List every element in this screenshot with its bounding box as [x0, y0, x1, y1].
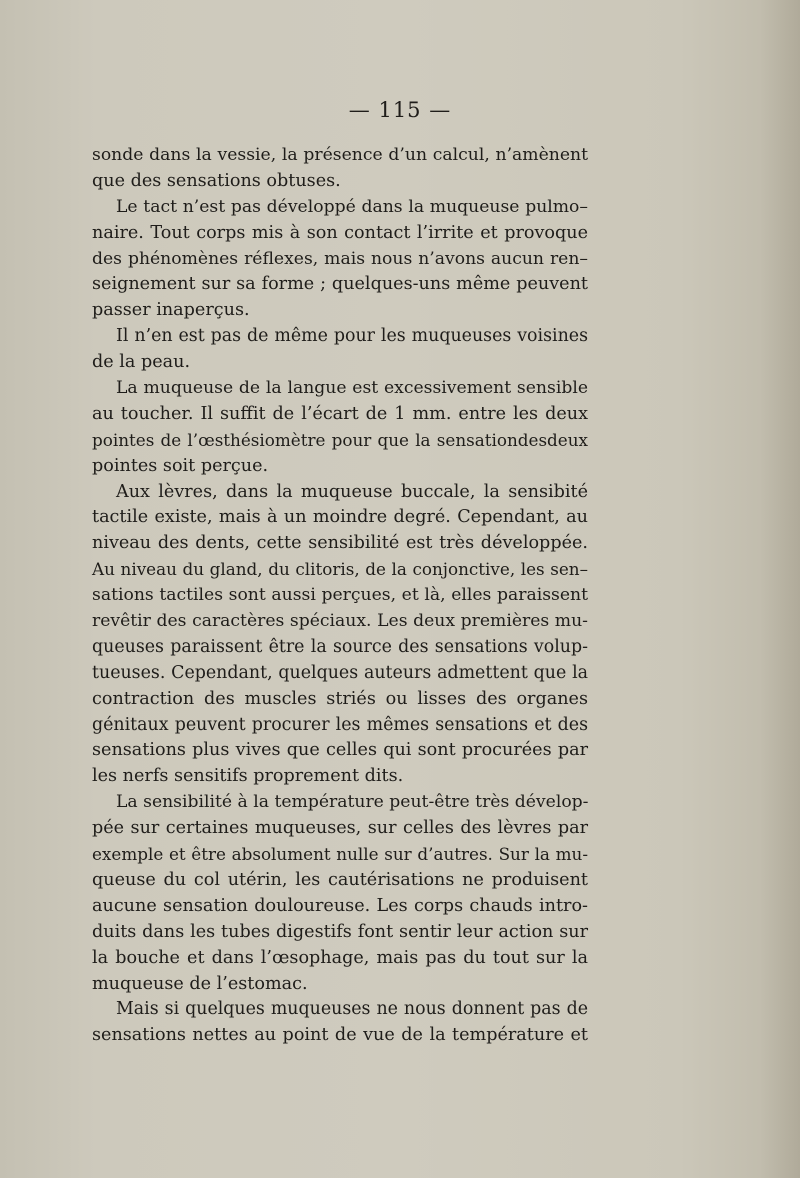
text-line: sensations plus vives que celles qui sont procurées par [92, 740, 588, 761]
text-line: Mais si quelques muqueuses ne nous donnent pas de [116, 999, 588, 1020]
page-number: — 115 — [348, 98, 452, 122]
text-line: la bouche et dans l’œsophage, mais pas du tout sur la [92, 947, 588, 968]
text-line: duits dans les tubes digestifs font sentir leur action sur [92, 921, 588, 942]
text-line: les nerfs sensitifs proprement dits. [92, 766, 404, 787]
text-line: tactile existe, mais à un moindre degré. Cependant, au [92, 507, 588, 528]
text-line: pée sur certaines muqueuses, sur celles des lèvres par [92, 818, 588, 839]
text-line: muqueuse de l’estomac. [92, 973, 308, 994]
text-line: sations tactiles sont aussi perçues, et là, elles paraissent [92, 585, 588, 606]
body-text [92, 143, 588, 1049]
text-line: Le tact n’est pas développé dans la muqueuse pulmo– [116, 196, 588, 217]
text-line: queuse du col utérin, les cautérisations ne produisent [92, 869, 588, 890]
text-line: contraction des muscles striés ou lisses des organes [92, 688, 588, 709]
text-line: exemple et être absolument nulle sur d’autres. Sur la mu- [92, 844, 588, 865]
text-line: naire. Tout corps mis à son contact l’irrite et provoque [92, 222, 588, 243]
text-line: aucune sensation douloureuse. Les corps chauds intro- [92, 895, 588, 916]
text-line: pointes de l’œsthésiomètre pour que la sensationdesdeux [92, 429, 588, 450]
text-line: La muqueuse de la langue est excessivement sensible [116, 378, 588, 399]
text-line: Aux lèvres, dans la muqueuse buccale, la sensibité [116, 481, 588, 502]
text-line: Il n’en est pas de même pour les muqueuses voisines [116, 326, 588, 347]
text-line: des phénomènes réflexes, mais nous n’avons aucun ren– [92, 248, 588, 269]
text-line: niveau des dents, cette sensibilité est très développée. [92, 533, 588, 554]
text-line: sensations nettes au point de vue de la température et [92, 1025, 588, 1046]
text-line: queuses paraissent être la source des sensations volup- [92, 636, 588, 657]
text-line: sonde dans la vessie, la présence d’un calcul, n’amènent [92, 145, 588, 165]
text-line: pointes soit perçue. [92, 455, 269, 476]
text-line: génitaux peuvent procurer les mêmes sensations et des [92, 714, 588, 735]
text-line: que des sensations obtuses. [92, 170, 341, 191]
text-line: revêtir des caractères spéciaux. Les deux premières mu- [92, 611, 588, 632]
text-line: Au niveau du gland, du clitoris, de la conjonctive, les sen– [92, 559, 588, 580]
text-line: de la peau. [92, 352, 191, 373]
text-line: tueuses. Cependant, quelques auteurs admettent que la [92, 662, 588, 683]
text-line: La sensibilité à la température peut-être très dévelop- [116, 792, 589, 813]
text-line: seignement sur sa forme ; quelques-uns même peuvent [92, 274, 588, 295]
text-line: au toucher. Il suffit de l’écart de 1 mm. entre les deux [92, 403, 588, 424]
text-line: passer inaperçus. [92, 300, 250, 321]
